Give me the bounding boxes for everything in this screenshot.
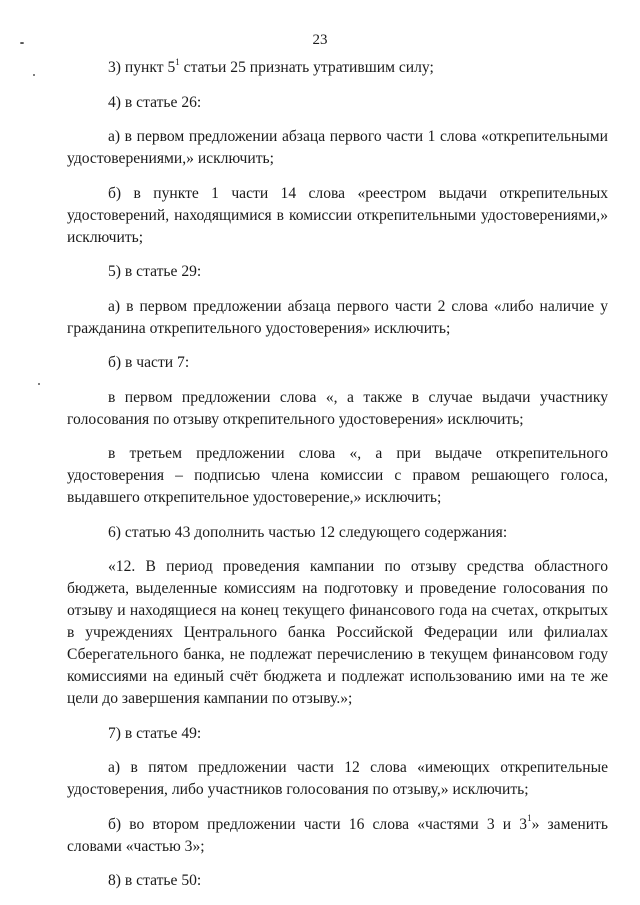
superscript: 1: [175, 56, 180, 67]
paragraph-item-8-heading: 8) в статье 50:: [108, 872, 202, 889]
paragraph-item-4-heading: 4) в статье 26:: [108, 93, 202, 111]
paragraph-5b-third: в третьем предложении слова «, а при выдаче открепительного удостоверения – подписью члена комиссии с правом решающего голоса, выдавшего открепительное удостоверение,» исключить;: [67, 445, 608, 506]
superscript: 1: [527, 813, 532, 824]
paragraph-5b-first: в первом предложении слова «, а также в случае выдачи участнику голосования по отзыву открепительного удостоверения» исключить;: [67, 388, 608, 428]
paragraph-4a: а) в первом предложении абзаца первого части 1 слова «открепительными удостоверениями,» исключить;: [67, 128, 608, 167]
paragraph-7a: а) в пятом предложении части 12 слова «имеющих открепительные удостоверения, либо участников голосования по отзыву,» исключить;: [67, 759, 608, 798]
document-body: [67, 57, 608, 905]
paragraph-5a: а) в первом предложении абзаца первого части 2 слова «либо наличие у гражданина открепительного удостоверения» исключить;: [67, 297, 608, 337]
paragraph-item-7-heading: 7) в статье 49:: [108, 724, 202, 742]
scan-speck: [20, 42, 24, 44]
paragraph-item-6: 6) статью 43 дополнить частью 12 следующего содержания:: [108, 523, 508, 541]
paragraph-item-5-heading: 5) в статье 29:: [108, 263, 202, 280]
scan-speck: [38, 383, 40, 385]
page-number: 23: [312, 32, 328, 48]
paragraph-7b: б) во втором предложении части 16 слова «частями 3 и $3^1$» заменить словами «частью 3»;: [67, 813, 608, 855]
paragraph-4b: б) в пункте 1 части 14 слова «реестром выдачи открепительных удостоверений, находящимися в комиссии открепительными удостоверениями,» исключить;: [67, 184, 608, 246]
scan-speck: [33, 74, 35, 76]
paragraph-item-3: 3) пункт $5^1$ статьи 25 признать утратившим силу;: [108, 56, 434, 76]
paragraph-quote-12: «12. В период проведения кампании по отзыву средства областного бюджета, выделенные комиссиям на подготовку и проведение голосования по отзыву и находящиеся на конец текущего финансового года на счетах, открытых в учреждениях Центрального банка Российской Федерации или филиалах Сберегательного банка, не подлежат перечислению в текущем финансовом году комиссиями на единый счёт бюджета и подлежат использованию ими на те же цели до завершения кампании по отзыву.»;: [67, 558, 608, 707]
paragraph-5b-heading: б) в части 7:: [108, 354, 190, 371]
